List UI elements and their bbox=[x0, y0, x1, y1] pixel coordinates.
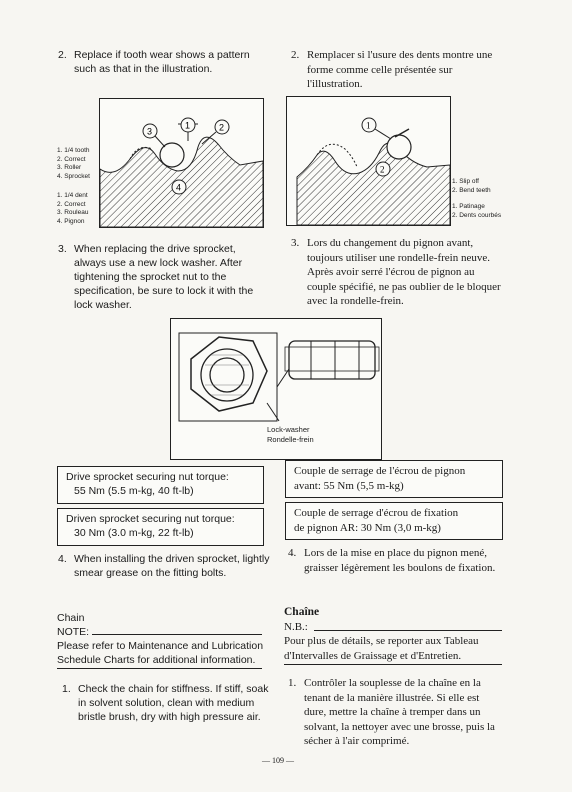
lock-washer-label bbox=[267, 425, 314, 445]
lock-washer-label-en: Lock-washer bbox=[267, 425, 310, 434]
en-chain-heading: Chain bbox=[57, 612, 85, 624]
figure-right-legend-fr bbox=[452, 203, 512, 220]
fr-note-rule-bottom bbox=[284, 664, 502, 665]
torque-driven-value-fr: de pignon AR: 30 Nm (3,0 m-kg) bbox=[294, 521, 441, 534]
fr-item-2-number: 2. bbox=[291, 49, 300, 61]
legend-item: 1. Slip off bbox=[452, 178, 479, 185]
torque-box-drive-fr bbox=[285, 460, 503, 498]
callout-4: 4 bbox=[176, 182, 182, 193]
callout-1: 1 bbox=[366, 120, 371, 131]
legend-item: 3. Rouleau bbox=[57, 209, 89, 216]
fr-note-text: Pour plus de détails, se reporter aux Tableau d'Intervalles de Graissage et d'Entretien. bbox=[284, 635, 479, 662]
fr-item-2 bbox=[291, 48, 506, 92]
fr-item-3-text: Lors du changement du pignon avant, toujours utiliser une rondelle-frein neuve. Après avoir serré l'écrou de pignon au couple spécifié, ne pas oublier de le bloquer avec la rondelle-frein. bbox=[307, 237, 501, 307]
en-item-4 bbox=[58, 552, 270, 580]
fr-item-1-text: Contrôler la souplesse de la chaîne en la tenant de la manière illustrée. Si elle est dure, mettre la chaîne à tremper dans un solvant, la nettoyer avec une brosse, puis la sécher à l'air comprimé. bbox=[304, 677, 495, 747]
legend-item: 2. Correct bbox=[57, 200, 86, 208]
torque-driven-label-fr: Couple de serrage d'écrou de fixation bbox=[294, 507, 459, 519]
fr-item-2-text: Remplacer si l'usure des dents montre une forme comme celle présentée sur l'illustration. bbox=[307, 49, 493, 90]
legend-item: 4. Pignon bbox=[57, 217, 85, 225]
en-item-4-text: When installing the driven sprocket, lightly smear grease on the fitting bolts. bbox=[74, 553, 270, 579]
torque-drive-value: 55 Nm (5.5 m-kg, 40 ft-lb) bbox=[74, 485, 194, 497]
callout-3: 3 bbox=[147, 126, 153, 137]
legend-item: 1. Patinage bbox=[452, 203, 485, 210]
legend-item: 1. 1/4 dent bbox=[57, 192, 88, 199]
figure-lock-washer bbox=[170, 318, 382, 460]
lock-washer-label-fr: Rondelle-frein bbox=[267, 435, 314, 444]
en-item-1-text: Check the chain for stiffness. If stiff, soak in solvent solution, clean with medium bristle brush, dry with high pressure air. bbox=[78, 683, 269, 723]
legend-item: 2. Dents courbés bbox=[452, 211, 502, 219]
callout-1: 1 bbox=[185, 120, 191, 131]
torque-driven-label: Driven sprocket securing nut torque: bbox=[66, 513, 235, 525]
legend-item: 2. Correct bbox=[57, 155, 86, 163]
fr-chain-heading: Chaîne bbox=[284, 606, 320, 618]
torque-box-driven-en bbox=[57, 508, 264, 546]
torque-drive-label-fr: Couple de serrage de l'écrou de pignon bbox=[294, 465, 466, 477]
en-note-rule-top bbox=[92, 634, 262, 635]
figure-tooth-wear-correct bbox=[99, 98, 264, 228]
en-item-1 bbox=[62, 682, 270, 724]
callout-2: 2 bbox=[219, 122, 225, 133]
torque-drive-value-fr: avant: 55 Nm (5,5 m-kg) bbox=[294, 479, 404, 492]
figure-right-legend-en bbox=[452, 178, 512, 195]
torque-box-drive-en bbox=[57, 466, 264, 504]
fr-item-3-number: 3. bbox=[291, 237, 300, 249]
tooth-wear-correct-illustration bbox=[100, 99, 263, 227]
figure-left-legend-fr bbox=[57, 192, 102, 226]
tooth-wear-bad-illustration bbox=[287, 97, 450, 225]
fr-item-1 bbox=[288, 676, 503, 749]
en-item-2 bbox=[58, 48, 273, 76]
torque-driven-value: 30 Nm (3.0 m-kg, 22 ft-lb) bbox=[74, 527, 194, 539]
en-note-label: NOTE: bbox=[57, 626, 90, 638]
fr-note-rule-top bbox=[314, 630, 502, 631]
page-number: — 109 — bbox=[262, 756, 294, 765]
en-note-rule-bottom bbox=[57, 668, 262, 669]
fr-item-4 bbox=[288, 546, 503, 575]
fr-item-3 bbox=[291, 236, 503, 309]
torque-drive-label: Drive sprocket securing nut torque: bbox=[66, 471, 229, 483]
legend-item: 1. 1/4 tooth bbox=[57, 147, 90, 154]
en-item-2-number: 2. bbox=[58, 49, 67, 61]
en-item-3-number: 3. bbox=[58, 243, 67, 255]
en-item-3 bbox=[58, 242, 270, 312]
legend-item: 4. Sprocket bbox=[57, 172, 90, 180]
en-item-1-number: 1. bbox=[62, 683, 71, 695]
figure-left-legend-en bbox=[57, 147, 102, 181]
fr-item-4-number: 4. bbox=[288, 547, 297, 559]
en-item-4-number: 4. bbox=[58, 553, 67, 565]
legend-item: 3. Roller bbox=[57, 164, 82, 171]
fr-item-4-text: Lors de la mise en place du pignon mené, graisser légèrement les boulons de fixation. bbox=[304, 547, 496, 574]
figure-tooth-wear-bad bbox=[286, 96, 451, 226]
callout-2: 2 bbox=[380, 164, 385, 175]
en-note-text: Please refer to Maintenance and Lubrication Schedule Charts for additional information. bbox=[57, 640, 264, 666]
en-item-2-text: Replace if tooth wear shows a pattern such as that in the illustration. bbox=[74, 49, 250, 75]
torque-box-driven-fr bbox=[285, 502, 503, 540]
legend-item: 2. Bend teeth bbox=[452, 186, 491, 194]
en-item-3-text: When replacing the drive sprocket, always use a new lock washer. After tightening the sprocket nut to the specification, be sure to lock it with the lock washer. bbox=[74, 243, 254, 311]
fr-note-label: N.B.: bbox=[284, 621, 308, 633]
fr-item-1-number: 1. bbox=[288, 677, 297, 689]
